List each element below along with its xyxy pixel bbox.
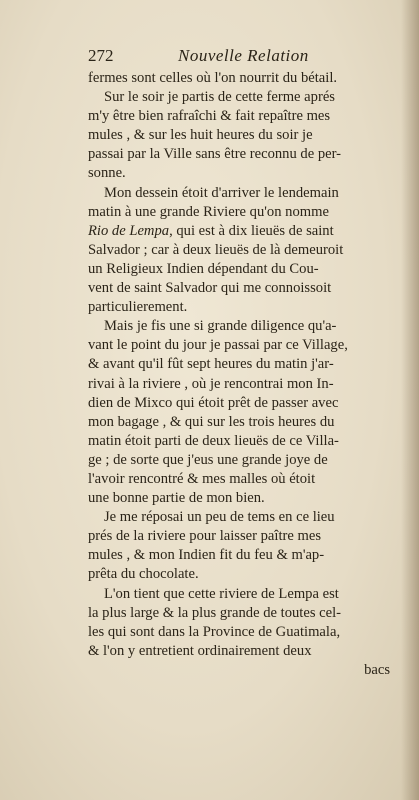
text-line: fermes sont celles où l'on nourrit du bétail. <box>88 70 338 86</box>
text-line: Rio de Lempa, qui est à dix lieuës de saint <box>88 222 334 239</box>
text-line: vant le point du jour je passai par ce Village, <box>88 337 348 354</box>
text-line: mules , & sur les huit heures du soir je <box>88 127 313 144</box>
text-line: m'y être bien rafraîchi & fait repaître mes <box>88 108 331 125</box>
text-line: ge ; de sorte que j'eus une grande joye de <box>88 451 328 468</box>
text-line: L'on tient que cette riviere de Lempa est <box>104 585 339 602</box>
text-line: passai par la Ville sans être reconnu de per- <box>88 146 342 163</box>
text-line: Mais je fis une si grande diligence qu'a- <box>104 318 337 335</box>
text-line: dien de Mixco qui étoit prêt de passer avec <box>88 394 339 411</box>
text-line: prés de la riviere pour laisser paître mes <box>88 528 322 545</box>
running-title: Nouvelle Relation <box>178 46 309 65</box>
text-line: Je me réposai un peu de tems en ce lieu <box>104 509 335 526</box>
text-line: la plus large & la plus grande de toutes cel- <box>88 604 342 621</box>
text-line: sonne. <box>88 165 126 182</box>
text-line: Salvador ; car à deux lieuës de là demeuroit <box>88 241 344 258</box>
text-line: matin à une grande Riviere qu'on nomme <box>88 203 329 220</box>
text-line: particulierement. <box>88 299 188 316</box>
catchword: bacs <box>364 661 390 678</box>
running-header <box>88 46 400 68</box>
text-line: un Religieux Indien dépendant du Cou- <box>88 260 319 277</box>
text-line: prêta du chocolate. <box>88 566 199 583</box>
text-line: Sur le soir je partis de cette ferme aprés <box>104 89 335 106</box>
text-line: Mon dessein étoit d'arriver le lendemain <box>104 184 339 201</box>
river-name: Rio de Lempa <box>88 222 170 239</box>
text-line: mules , & mon Indien fit du feu & m'ap- <box>88 547 325 564</box>
text-line: rivai à la riviere , où je rencontrai mon In- <box>88 375 334 392</box>
body-text <box>88 69 400 680</box>
text-line: les qui sont dans la Province de Guatimala, <box>88 623 341 640</box>
page-gutter-shadow <box>401 0 419 800</box>
text-line: & avant qu'il fût sept heures du matin j'ar- <box>88 356 334 373</box>
text-line: matin étoit parti de deux lieuës de ce Villa- <box>88 432 339 449</box>
text-line: l'avoir rencontré & mes malles où étoit <box>88 470 316 487</box>
text-line: mon bagage , & qui sur les trois heures du <box>88 413 335 430</box>
text-line: & l'on y entretient ordinairement deux <box>88 642 312 659</box>
text-line: une bonne partie de mon bien. <box>88 490 265 507</box>
page-number: 272 <box>88 46 114 65</box>
text-line: vent de saint Salvador qui me connoissoit <box>88 280 332 297</box>
